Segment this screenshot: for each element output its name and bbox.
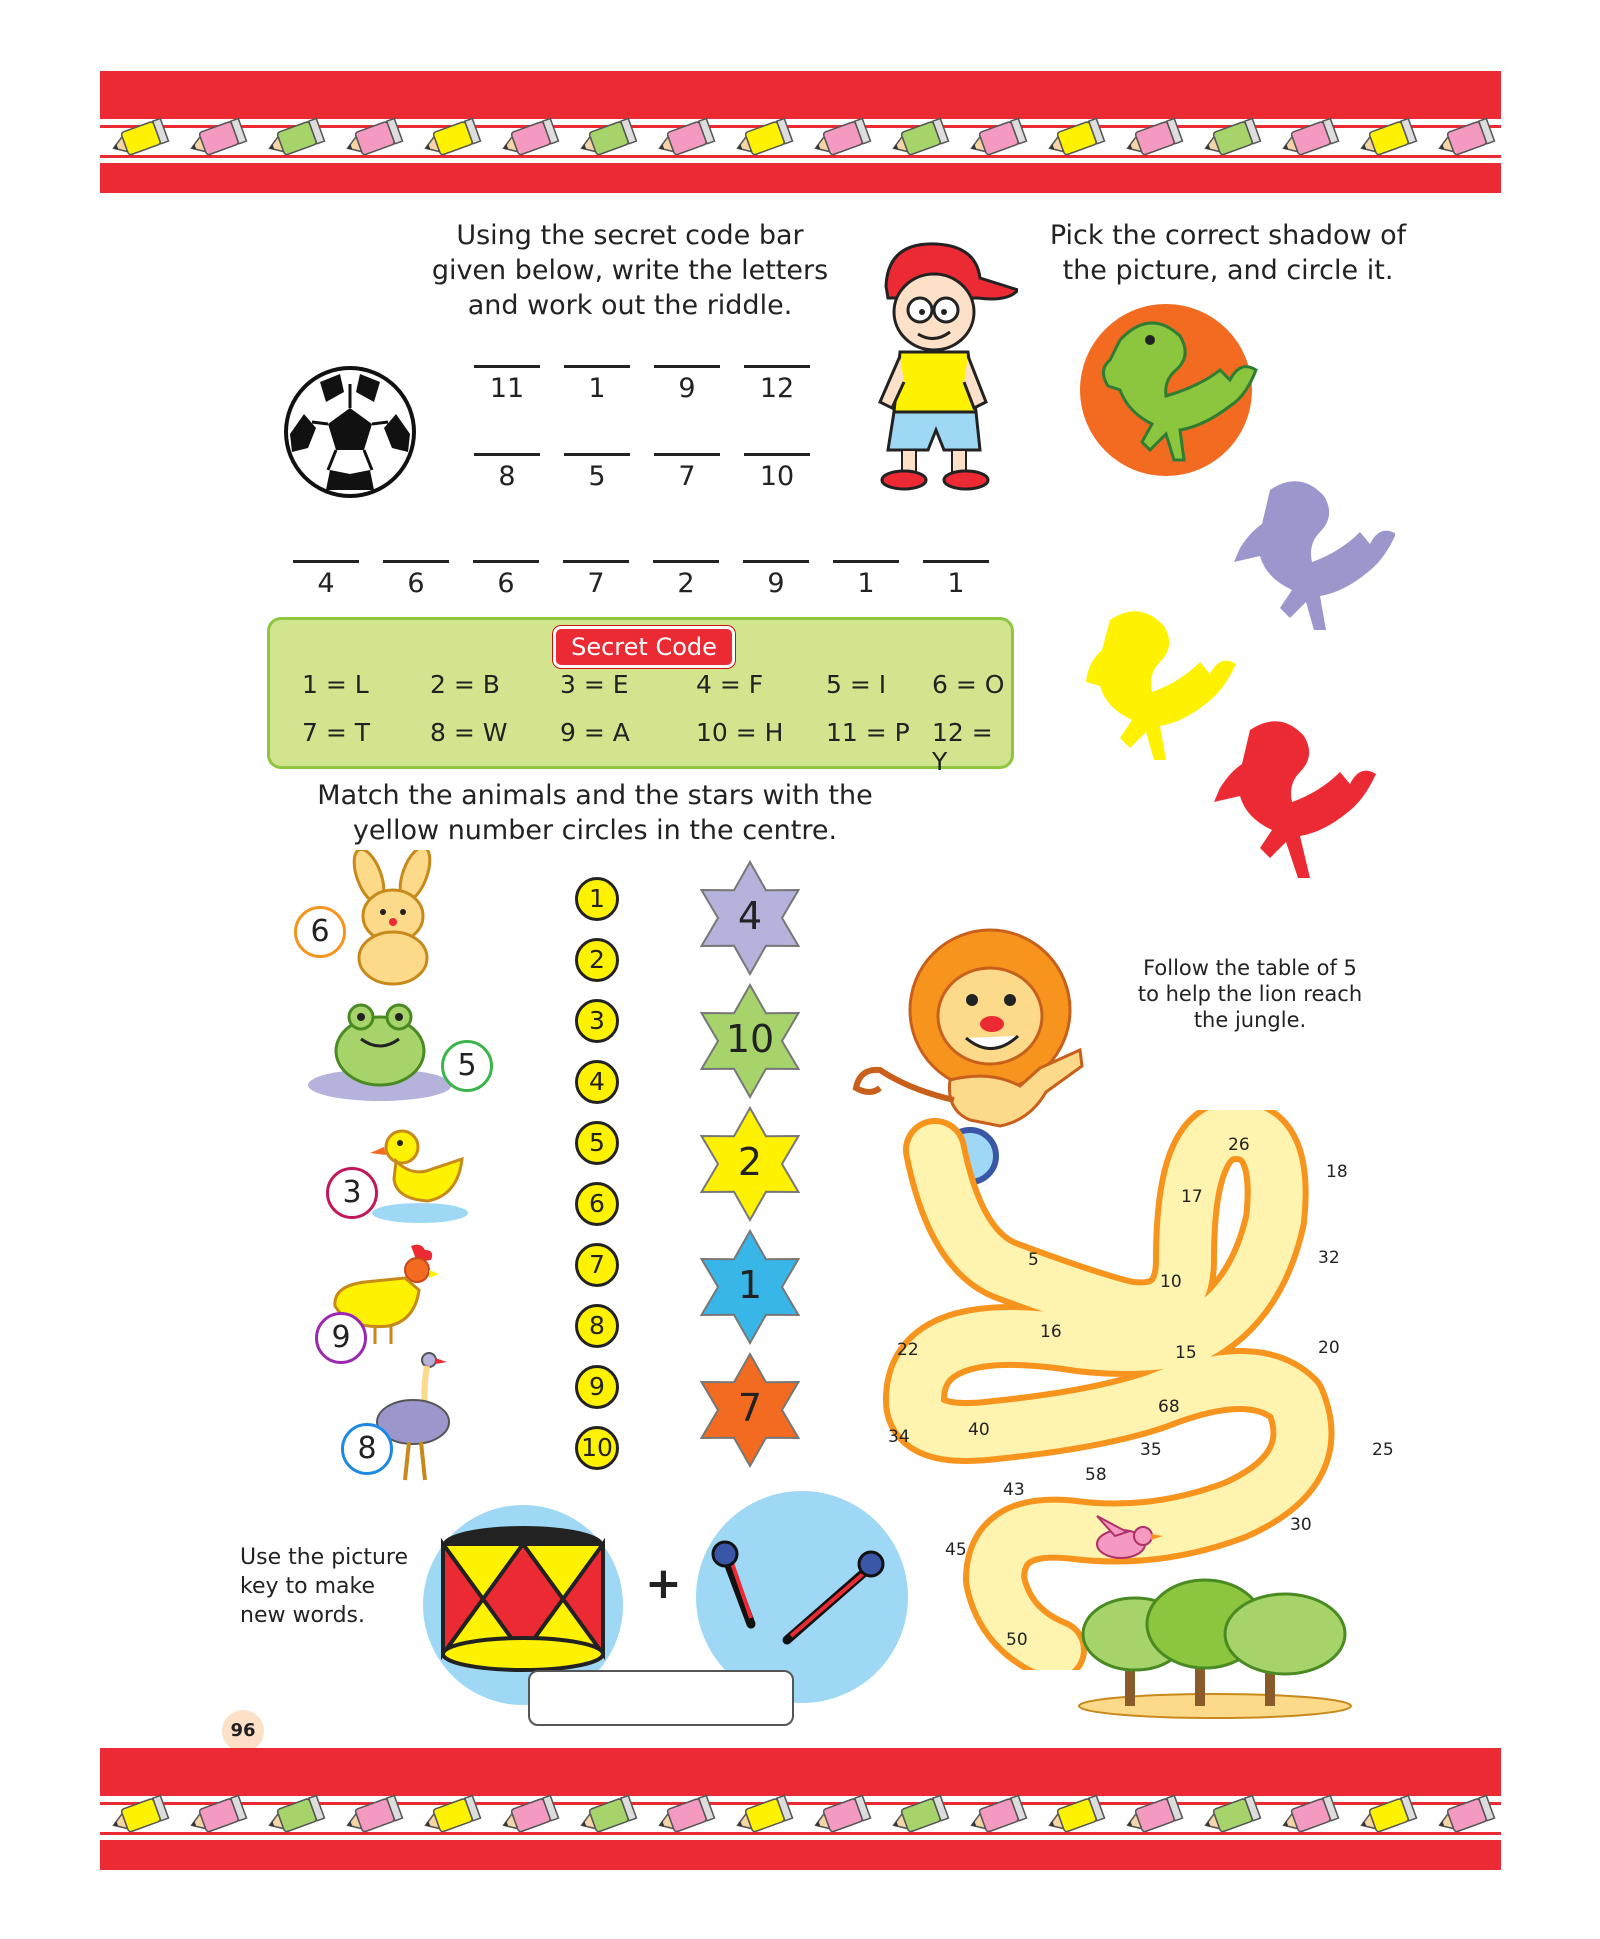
pencil-icon (264, 1788, 326, 1844)
animal-number-circle[interactable]: 3 (326, 1167, 378, 1219)
plus-sign: + (645, 1558, 682, 1609)
maze-number[interactable]: 45 (945, 1540, 967, 1560)
pencil-icon (420, 111, 482, 167)
riddle-blank (654, 365, 720, 404)
maze-number[interactable]: 40 (968, 1420, 990, 1440)
maze-number[interactable]: 68 (1158, 1397, 1180, 1417)
shadow-red (1200, 710, 1385, 895)
pencil-icon (1044, 111, 1106, 167)
riddle-blank (744, 453, 810, 492)
pencil-icon (186, 111, 248, 167)
bottom-border (100, 1748, 1501, 1870)
star-number: 10 (725, 1017, 775, 1061)
riddle-blank (653, 560, 719, 599)
maze-number[interactable]: 20 (1318, 1338, 1340, 1358)
blank-number: 5 (588, 461, 606, 492)
jungle-trees-icon (1075, 1570, 1355, 1720)
riddle-blank (473, 560, 539, 599)
star-number: 4 (737, 894, 763, 938)
pencil-icon (1278, 111, 1340, 167)
blank-line[interactable] (564, 453, 630, 456)
code-entry: 6 = O (932, 670, 1005, 699)
yellow-number-circle[interactable]: 10 (575, 1426, 619, 1470)
blank-line[interactable] (383, 560, 449, 563)
bird-icon (1075, 1510, 1165, 1570)
blank-line[interactable] (744, 365, 810, 368)
picture-key-instruction: Use the picture key to make new words. (240, 1545, 409, 1628)
yellow-number-circle[interactable]: 2 (575, 938, 619, 982)
blank-line[interactable] (474, 453, 540, 456)
dinosaur-icon (1080, 300, 1270, 490)
pencil-icon (1278, 1788, 1340, 1844)
blank-line[interactable] (743, 560, 809, 563)
blank-number: 7 (587, 568, 605, 599)
maze-number[interactable]: 22 (897, 1340, 919, 1360)
blank-line[interactable] (923, 560, 989, 563)
maze-number[interactable]: 15 (1175, 1343, 1197, 1363)
football-icon (282, 364, 418, 500)
pencil-icon (576, 1788, 638, 1844)
code-entry: 11 = P (826, 718, 910, 747)
pencil-icon (810, 111, 872, 167)
pencil-icon (966, 111, 1028, 167)
yellow-number-circle[interactable]: 4 (575, 1060, 619, 1104)
yellow-number-circle[interactable]: 6 (575, 1182, 619, 1226)
yellow-number-circle[interactable]: 1 (575, 877, 619, 921)
star-number: 7 (737, 1386, 763, 1430)
code-entry: 3 = E (560, 670, 629, 699)
code-entry: 10 = H (696, 718, 784, 747)
riddle-instruction: Using the secret code bar given below, write the letters and work out the riddle. (431, 220, 829, 321)
code-entry: 1 = L (302, 670, 369, 699)
yellow-number-circle[interactable]: 5 (575, 1121, 619, 1165)
animal-number-circle[interactable]: 9 (315, 1312, 367, 1364)
pencil-icon (1200, 1788, 1262, 1844)
blank-line[interactable] (654, 453, 720, 456)
riddle-blank (293, 560, 359, 599)
blank-number: 8 (498, 461, 516, 492)
blank-number: 4 (317, 568, 335, 599)
pencil-icon (108, 1788, 170, 1844)
blank-number: 7 (678, 461, 696, 492)
pencil-icon (654, 1788, 716, 1844)
blank-number: 12 (759, 373, 795, 404)
riddle-blank (744, 365, 810, 404)
pencil-icon (108, 111, 170, 167)
pencil-icon (576, 111, 638, 167)
pencil-icon (498, 1788, 560, 1844)
pencil-icon (264, 111, 326, 167)
star-number: 1 (737, 1263, 763, 1307)
code-entry: 7 = T (302, 718, 371, 747)
maze-number[interactable]: 43 (1003, 1480, 1025, 1500)
riddle-blank (474, 453, 540, 492)
maze-number[interactable]: 16 (1040, 1322, 1062, 1342)
riddle-blank (923, 560, 989, 599)
duck-icon (370, 1125, 470, 1225)
blank-number: 6 (497, 568, 515, 599)
maze-number[interactable]: 30 (1290, 1515, 1312, 1535)
secret-code-title: Secret Code (553, 626, 735, 668)
maze-number[interactable]: 35 (1140, 1440, 1162, 1460)
blank-number: 9 (678, 373, 696, 404)
pencil-icon (342, 111, 404, 167)
pencil-icon (732, 111, 794, 167)
blank-number: 2 (677, 568, 695, 599)
maze-number[interactable]: 50 (1006, 1630, 1028, 1650)
blank-number: 9 (767, 568, 785, 599)
code-entry: 8 = W (430, 718, 508, 747)
shadow-instruction: Pick the correct shadow of the picture, and circle it. (1049, 220, 1407, 286)
pencil-icon (1434, 111, 1496, 167)
blank-number: 11 (489, 373, 525, 404)
yellow-number-circle[interactable]: 8 (575, 1304, 619, 1348)
yellow-number-circle[interactable]: 7 (575, 1243, 619, 1287)
blank-line[interactable] (744, 453, 810, 456)
code-entry: 9 = A (560, 718, 630, 747)
blank-line[interactable] (654, 365, 720, 368)
pencil-icon (888, 111, 950, 167)
pencil-icon (342, 1788, 404, 1844)
rabbit-icon (335, 850, 455, 990)
pencil-icon (966, 1788, 1028, 1844)
animal-number-circle[interactable]: 5 (441, 1040, 493, 1092)
animal-number-circle[interactable]: 8 (341, 1423, 393, 1475)
pencil-icon (498, 111, 560, 167)
pencil-icon (186, 1788, 248, 1844)
pencil-icon (888, 1788, 950, 1844)
star-number: 2 (737, 1140, 763, 1184)
yellow-number-circle[interactable]: 9 (575, 1365, 619, 1409)
code-entry: 4 = F (696, 670, 764, 699)
blank-number: 1 (947, 568, 965, 599)
maze-number[interactable]: 32 (1318, 1248, 1340, 1268)
pencil-icon (1356, 111, 1418, 167)
blank-number: 1 (857, 568, 875, 599)
pencil-icon (1122, 1788, 1184, 1844)
pencil-icon (810, 1788, 872, 1844)
frog-icon (305, 995, 455, 1105)
riddle-blank (743, 560, 809, 599)
maze-instruction: Follow the table of 5 to help the lion reach the jungle. (1137, 956, 1363, 1032)
pencil-icon (420, 1788, 482, 1844)
blank-line[interactable] (293, 560, 359, 563)
top-border (100, 71, 1501, 193)
yellow-number-circle[interactable]: 3 (575, 999, 619, 1043)
maze-number[interactable]: 18 (1326, 1162, 1348, 1182)
riddle-blank (383, 560, 449, 599)
maze-number[interactable]: 25 (1372, 1440, 1394, 1460)
page-number: 96 (222, 1710, 264, 1752)
blank-number: 10 (759, 461, 795, 492)
riddle-blank (654, 453, 720, 492)
match-instruction: Match the animals and the stars with the yellow number circles in the centre. (317, 780, 873, 846)
blank-number: 6 (407, 568, 425, 599)
blank-number: 1 (588, 373, 606, 404)
secret-code-box (267, 617, 1014, 776)
blank-line[interactable] (563, 560, 629, 563)
maze-number[interactable]: 10 (1160, 1272, 1182, 1292)
maze-number[interactable]: 34 (888, 1427, 910, 1447)
code-entry: 5 = I (826, 670, 887, 699)
pencil-icon (1356, 1788, 1418, 1844)
maze-number[interactable]: 26 (1228, 1135, 1250, 1155)
riddle-blank (474, 365, 540, 404)
answer-box[interactable] (528, 1670, 794, 1726)
blank-line[interactable] (833, 560, 899, 563)
blank-line[interactable] (474, 365, 540, 368)
animal-number-circle[interactable]: 6 (294, 906, 346, 958)
blank-line[interactable] (653, 560, 719, 563)
boy-icon (858, 232, 1018, 492)
pencil-icon (1122, 111, 1184, 167)
code-entry: 2 = B (430, 670, 500, 699)
blank-line[interactable] (564, 365, 630, 368)
riddle-blank (833, 560, 899, 599)
pencil-icon (1434, 1788, 1496, 1844)
riddle-blank (564, 365, 630, 404)
pencil-icon (654, 111, 716, 167)
maze-number[interactable]: 5 (1028, 1250, 1039, 1270)
riddle-blank (564, 453, 630, 492)
riddle-blank (563, 560, 629, 599)
pencil-icon (1200, 111, 1262, 167)
maze-number[interactable]: 58 (1085, 1465, 1107, 1485)
code-entry: 12 = Y (932, 718, 993, 776)
pencil-icon (1044, 1788, 1106, 1844)
pencil-icon (732, 1788, 794, 1844)
blank-line[interactable] (473, 560, 539, 563)
maze-number[interactable]: 17 (1181, 1187, 1203, 1207)
